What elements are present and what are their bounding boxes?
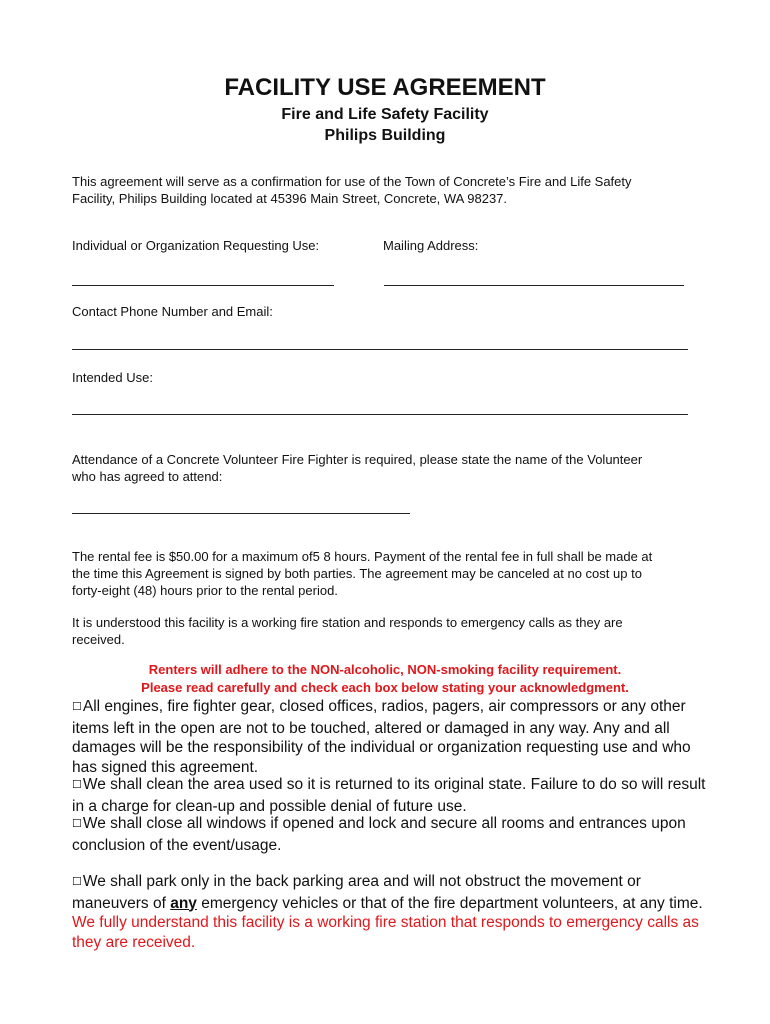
intro-line-1: This agreement will serve as a confirmation for use of the Town of Concrete’s Fire and Life Safety: [72, 174, 632, 189]
item-2-text: We shall clean the area used so it is returned to its original state. Failure to do so will result in a charge for clean-up and possible denial of future use.: [72, 776, 706, 815]
fee-line-3: forty-eight (48) hours prior to the rental period.: [72, 583, 338, 598]
volunteer-line-2: who has agreed to attend:: [72, 469, 223, 484]
station-line-2: received.: [72, 632, 125, 647]
checkbox-1[interactable]: ☐: [72, 701, 82, 713]
intended-use-label: Intended Use:: [72, 370, 153, 385]
building-name: Philips Building: [324, 127, 446, 144]
item-4-text-cont: emergency vehicles or that of the fire department volunteers, at any time.: [196, 894, 703, 912]
requester-label: Individual or Organization Requesting Use:: [72, 238, 320, 253]
acknowledgment-item-3: [72, 814, 712, 855]
acknowledgment-item-4: [72, 872, 712, 952]
item-4-red-statement: We fully understand this facility is a working fire station that responds to emergency calls as they are received.: [72, 914, 699, 951]
fee-line-2: the time this Agreement is signed by both parties. The agreement may be canceled at no cost up to: [72, 566, 642, 581]
item-3-text: We shall close all windows if opened and lock and secure all rooms and entrances upon conclusion of the event/usage.: [72, 815, 686, 854]
mailing-address-label: Mailing Address:: [383, 238, 479, 253]
notice-line-2: Please read carefully and check each box below stating your acknowledgment.: [141, 680, 629, 695]
mailing-address-blank[interactable]: [384, 285, 684, 286]
intro-line-2: Facility, Philips Building located at 45396 Main Street, Concrete, WA 98237.: [72, 191, 508, 206]
item-4-text: We shall park only in the back parking area and will not obstruct the movement or maneuvers of: [72, 873, 641, 912]
facility-name: Fire and Life Safety Facility: [281, 106, 489, 123]
station-line-1: It is understood this facility is a working fire station and responds to emergency calls as they are: [72, 615, 623, 630]
checkbox-2[interactable]: ☐: [72, 779, 82, 791]
volunteer-name-blank[interactable]: [72, 513, 410, 514]
acknowledgment-item-1: [72, 697, 712, 777]
contact-label: Contact Phone Number and Email:: [72, 304, 273, 319]
checkbox-3[interactable]: ☐: [72, 818, 82, 830]
page-title: FACILITY USE AGREEMENT: [224, 74, 546, 101]
notice-line-1: Renters will adhere to the NON-alcoholic, NON-smoking facility requirement.: [148, 662, 622, 677]
fee-line-1: The rental fee is $50.00 for a maximum of5 8 hours. Payment of the rental fee in full shall be made at: [72, 549, 653, 564]
item-1-text: All engines, fire fighter gear, closed offices, radios, pagers, air compressors or any other items left in the open are not to be touched, altered or damaged in any way. Any and all damages will be the responsibility of the individual or organization requesting use and who has signed this agreement.: [72, 698, 691, 776]
requester-blank[interactable]: [72, 285, 334, 286]
checkbox-4[interactable]: ☐: [72, 876, 82, 888]
contact-blank[interactable]: [72, 349, 688, 350]
volunteer-line-1: Attendance of a Concrete Volunteer Fire Fighter is required, please state the name of the Volunteer: [72, 452, 643, 467]
acknowledgment-item-2: [72, 775, 712, 816]
item-4-emphasis: any: [170, 894, 197, 912]
intended-use-blank[interactable]: [72, 414, 688, 415]
